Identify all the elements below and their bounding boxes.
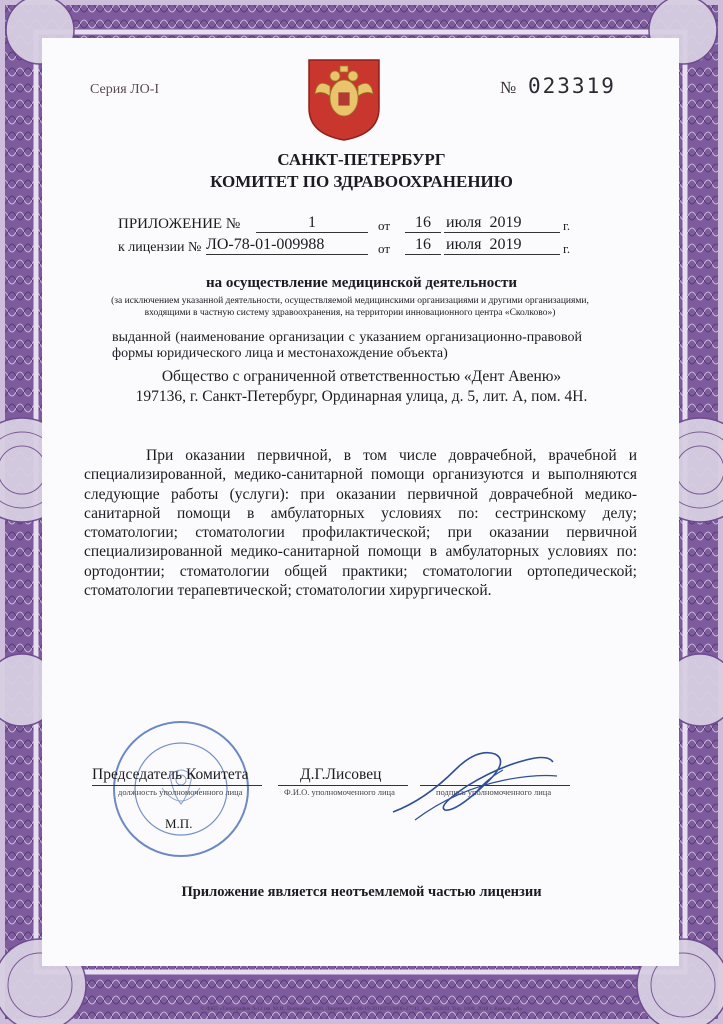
activity-title: на осуществление медицинской деятельности [206, 275, 517, 291]
appendix-year: 2019 [489, 214, 522, 231]
appendix-number: 1 [256, 214, 368, 233]
license-month-year [444, 236, 560, 255]
license-year-suffix: г. [563, 241, 571, 256]
appendix-date-prefix: от [378, 218, 391, 233]
license-month: июля [446, 236, 482, 253]
appendix-label: ПРИЛОЖЕНИЕ № [118, 216, 241, 232]
seal-mark: М.П. [165, 816, 193, 831]
appendix-month-year [444, 214, 560, 233]
appendix-day: 16 [405, 214, 441, 233]
name-caption: Ф.И.О. уполномоченного лица [284, 787, 395, 797]
signature-caption: подпись уполномоченного лица [436, 787, 552, 797]
signatory-name: Д.Г.Лисовец [300, 766, 382, 783]
appendix-year-suffix: г. [563, 218, 571, 233]
series-label: Серия ЛО-I [90, 82, 160, 97]
license-day: 16 [405, 236, 441, 255]
license-label: к лицензии № [118, 240, 202, 255]
authority-city: САНКТ-ПЕТЕРБУРГ [277, 150, 446, 169]
exclusion-note: (за исключением указанной деятельности, осуществляемой медицинскими организациями и другими организациями, входящими в частную систему здравоохранения, на территории инновационного центра «Сколково») [111, 296, 589, 318]
footer-note: Приложение является неотъемлемой частью лицензии [181, 884, 542, 900]
form-number: 023319 [528, 74, 616, 98]
license-number: ЛО-78-01-009988 [206, 236, 368, 255]
signatory-position: Председатель Комитета [92, 766, 249, 783]
printer-imprint: © ФКП «Типография №12 им. М.И. Лошкина» 4200, Лицензия 01-00-19-2018/ГО/0000-27741, Зак. 163019. Тир. 1000, 2018 г. Кремль «А» [200, 1006, 523, 1012]
services-description: При оказании первичной, в том числе доврачебной, врачебной и специализированной, медико-санитарной помощи организуются и выполняются следующие работы (услуги): при оказании первичной доврачебной медико-санитарной помощи в амбулаторных условиях по: сестринскому делу; стоматологии; стоматологии профилактической; при оказании первичной специализированной медико-санитарной помощи в амбулаторных условиях по: ортодонтии; стоматологии общей практики; стоматологии ортопедической; стоматологии терапевтической; стоматологии хирургической. [84, 447, 637, 600]
organization-name: Общество с ограниченной ответственностью «Дент Авеню» [161, 368, 562, 385]
issued-note: выданной (наименование организации с указанием организационно-правовой формы юридического лица и местонахождение объекта) [112, 330, 582, 361]
number-sign: № [500, 78, 517, 97]
authority-committee: КОМИТЕТ ПО ЗДРАВООХРАНЕНИЮ [210, 172, 513, 191]
handwritten-signature [385, 740, 560, 830]
organization-address: 197136, г. Санкт-Петербург, Ординарная улица, д. 5, лит. А, пом. 4Н. [135, 388, 588, 405]
coat-of-arms-emblem [305, 56, 383, 142]
license-date-prefix: от [378, 241, 391, 256]
position-caption: должность уполномоченного лица [118, 787, 243, 797]
position-line [92, 785, 262, 786]
appendix-month: июля [446, 214, 482, 231]
license-year: 2019 [489, 236, 522, 253]
